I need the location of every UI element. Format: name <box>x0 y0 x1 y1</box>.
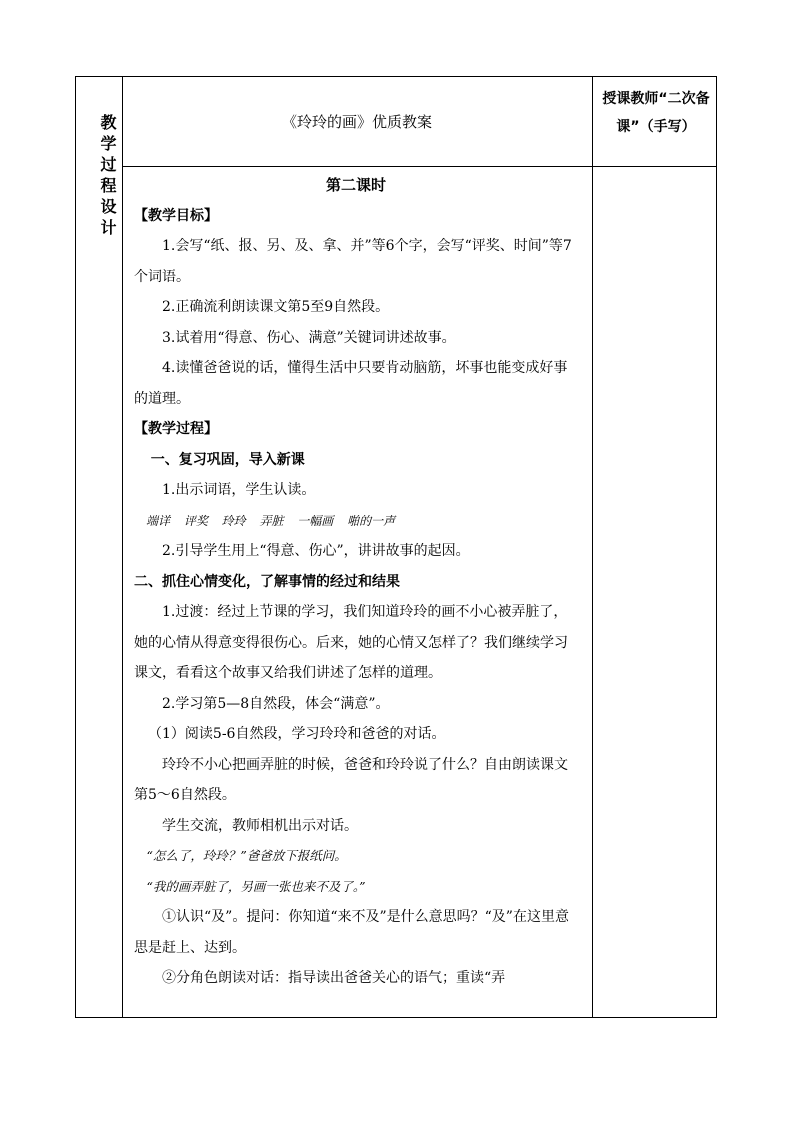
goals-heading: 【教学目标】 <box>134 207 218 224</box>
goal-item: 3.试着用“得意、伤心、满意”关键词讲述故事。 <box>162 329 456 346</box>
dialogue-quote: “怎么了，玲玲？”爸爸放下报纸问。 <box>146 848 347 863</box>
part-two-exchange: 学生交流，教师相机出示对话。 <box>162 817 358 834</box>
side-label-char: 过 <box>98 156 117 177</box>
side-label-teaching-process-design <box>76 77 122 267</box>
teaching-point: ②分角色朗读对话：指导读出爸爸关心的语气；重读“弄 <box>162 970 506 986</box>
teaching-point: ①认识“及”。提问：你知道“来不及”是什么意思吗？“及”在这里意思是赶上、达到。 <box>134 909 569 956</box>
teacher-notes-header: 授课教师“二次备课”（手写） <box>602 91 710 135</box>
goal-item: 4.读懂爸爸说的话，懂得生活中只要肯动脑筋，坏事也能变成好事的道理。 <box>134 360 568 407</box>
lesson-content <box>122 167 592 994</box>
dialogue-quote: “我的画弄脏了，另画一张也来不及了。” <box>146 878 366 894</box>
process-heading: 【教学过程】 <box>134 421 218 437</box>
goal-item: 1.会写“纸、报、另、及、拿、并”等6个字，会写“评奖、时间”等7个词语。 <box>134 238 572 285</box>
part-two-question: 玲玲不小心把画弄脏的时候，爸爸和玲玲说了什么？自由朗读课文第5～6自然段。 <box>134 756 568 803</box>
lesson-period-title: 第二课时 <box>325 176 386 194</box>
side-label-char: 计 <box>98 219 117 240</box>
part-two-step: 1.过渡：经过上节课的学习，我们知道玲玲的画不小心被弄脏了，她的心情从得意变得很伤心。后来，她的心情又怎样了？我们继续学习课文，看看这个故事又给我们讲述了怎样的道理。 <box>134 604 568 681</box>
goal-item: 2.正确流利朗读课文第5至9自然段。 <box>162 299 390 315</box>
part-two-substep: （1）阅读5-6自然段，学习玲玲和爸爸的对话。 <box>148 726 446 742</box>
part-one-heading: 一、复习巩固，导入新课 <box>150 451 305 468</box>
side-label-char: 程 <box>98 177 117 198</box>
side-label-char: 设 <box>98 198 117 219</box>
side-label-char: 学 <box>98 135 117 156</box>
vocabulary-words: 端详 评奖 玲玲 弄脏 一幅画 啪的一声 <box>146 513 396 528</box>
part-one-step: 2.引导学生用上“得意、伤心”，讲讲故事的起因。 <box>162 543 470 559</box>
part-two-heading: 二、抓住心情变化，了解事情的经过和结果 <box>134 573 400 590</box>
column-divider <box>592 77 593 1017</box>
part-one-step: 1.出示词语，学生认读。 <box>162 482 316 498</box>
lesson-plan-table <box>75 76 717 1018</box>
part-two-step: 2.学习第5—8自然段，体会“满意”。 <box>162 695 390 712</box>
side-label-char: 教 <box>98 114 117 135</box>
document-title: 《玲玲的画》优质教案 <box>281 113 432 131</box>
